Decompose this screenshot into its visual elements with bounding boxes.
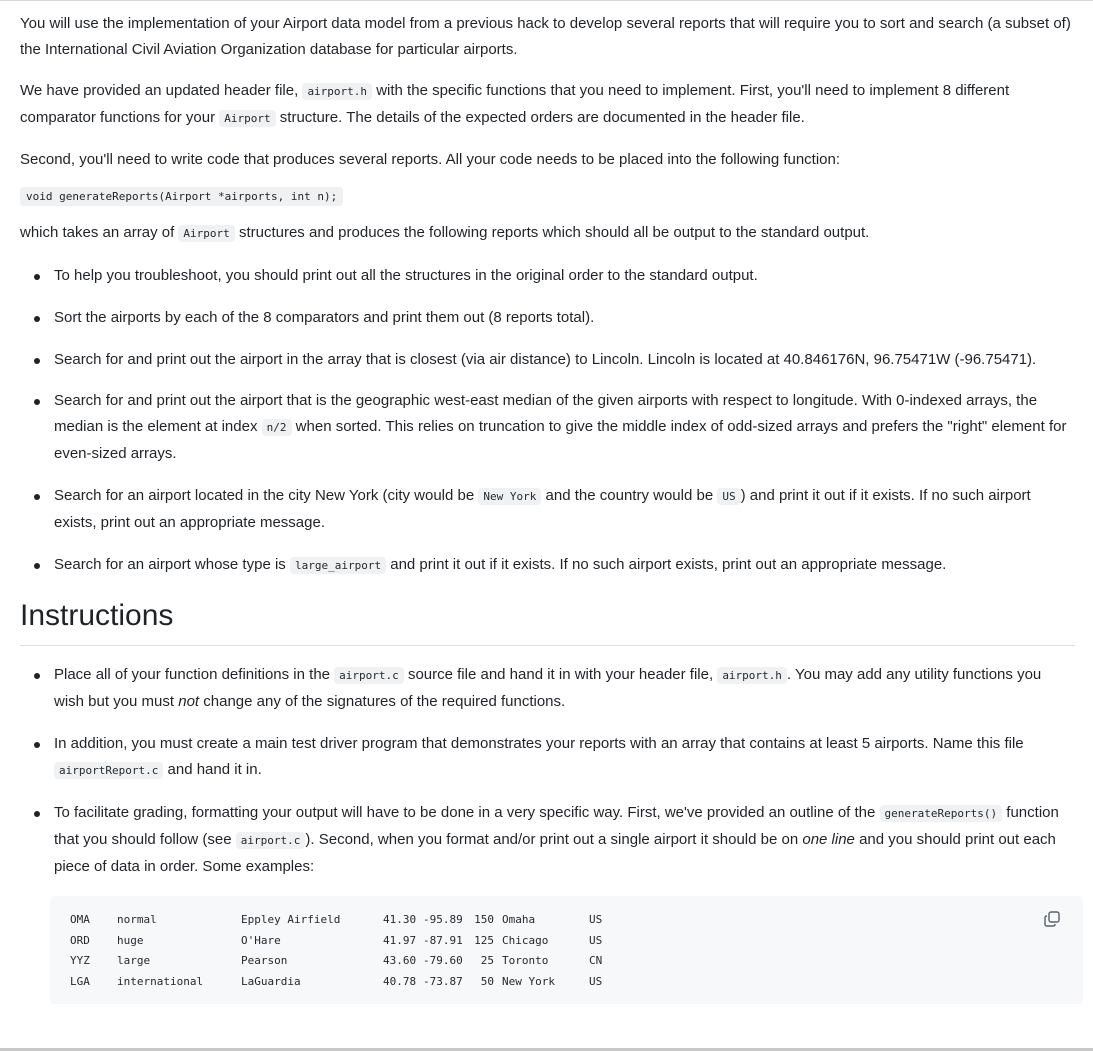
list-item: To facilitate grading, formatting your output will have to be done in a very specific way. First, we've provided an outline of the generateReports() function that you should follow (see airport.c ). Second, when you format and/or print out a single airport it should be on one line and you should print out each piece of data in order. Some examples: bbox=[20, 800, 1075, 880]
inline-code: airport.c bbox=[334, 667, 404, 684]
instructions-heading: Instructions bbox=[20, 597, 1075, 646]
inline-code: US bbox=[717, 488, 740, 505]
inline-code: airport.c bbox=[236, 832, 306, 849]
inline-code: airportReport.c bbox=[54, 762, 163, 779]
function-intro-paragraph: Second, you'll need to write code that produces several reports. All your code needs to be placed into the following function: bbox=[20, 151, 841, 168]
copy-icon[interactable] bbox=[1043, 910, 1061, 928]
reports-list bbox=[20, 263, 1075, 579]
header-paragraph: We have provided an updated header file, airport.h with the specific functions that you need to implement. First, you'll need to implement 8 different comparator functions for your Airport structure. The details of the expected orders are documented in the header file. bbox=[20, 82, 1010, 126]
example-row: OMA normal Eppley Airfield 41.30 -95.89 150 Omaha US bbox=[70, 913, 603, 926]
list-item: In addition, you must create a main test driver program that demonstrates your reports with an array that contains at least 5 airports. Name this file airportReport.c and hand it in. bbox=[20, 731, 1075, 784]
list-item: Search for and print out the airport in the array that is closest (via air distance) to Lincoln. Lincoln is located at 40.846176N, 96.75471W (-96.75471). bbox=[20, 347, 1075, 373]
list-item: Place all of your function definitions in the airport.c source file and hand it in with your header file, airport.h . You may add any utility functions you wish but you must not change any of the signatures of the required functions. bbox=[20, 662, 1075, 715]
inline-code: large_airport bbox=[290, 557, 386, 574]
inline-code: airport.h bbox=[302, 83, 372, 100]
inline-code: Airport bbox=[178, 225, 234, 242]
inline-code: New York bbox=[478, 488, 541, 505]
inline-code: Airport bbox=[219, 110, 275, 127]
list-item: Sort the airports by each of the 8 comparators and print them out (8 reports total). bbox=[20, 305, 1075, 331]
inline-code: generateReports() bbox=[880, 805, 1003, 822]
inline-code: airport.h bbox=[717, 667, 787, 684]
list-item: Search for an airport whose type is large_airport and print it out if it exists. If no such airport exists, print out an appropriate message. bbox=[20, 552, 1075, 579]
instructions-list bbox=[20, 662, 1075, 880]
example-row: YYZ large Pearson 43.60 -79.60 25 Toronto CN bbox=[70, 954, 603, 967]
function-signature: void generateReports(Airport *airports, int n); bbox=[20, 187, 343, 206]
example-row: ORD huge O'Hare 41.97 -87.91 125 Chicago US bbox=[70, 933, 603, 947]
intro-paragraph: You will use the implementation of your Airport data model from a previous hack to develop several reports that will require you to sort and search (a subset of) the International Civil Aviation Organization database for particular airports. bbox=[20, 15, 1071, 58]
example-row: LGA international LaGuardia 40.78 -73.87 50 New York US bbox=[70, 974, 603, 988]
list-item: Search for an airport located in the city New York (city would be New York and the country would be US ) and print it out if it exists. If no such airport exists, print out an appropriate message. bbox=[20, 483, 1075, 536]
array-paragraph: which takes an array of Airport structures and produces the following reports which should all be output to the standard output. bbox=[20, 224, 870, 241]
list-item: Search for and print out the airport that is the geographic west-east median of the given airports with respect to longitude. With 0-indexed arrays, the median is the element at index n/2 when sorted. This relies on truncation to give the middle index of odd-sized arrays and prefers the "right" element for even-sized arrays. bbox=[20, 388, 1075, 467]
inline-code: n/2 bbox=[262, 419, 292, 436]
list-item: To help you troubleshoot, you should print out all the structures in the original order to the standard output. bbox=[20, 263, 1075, 289]
example-code-block bbox=[50, 896, 1083, 1004]
